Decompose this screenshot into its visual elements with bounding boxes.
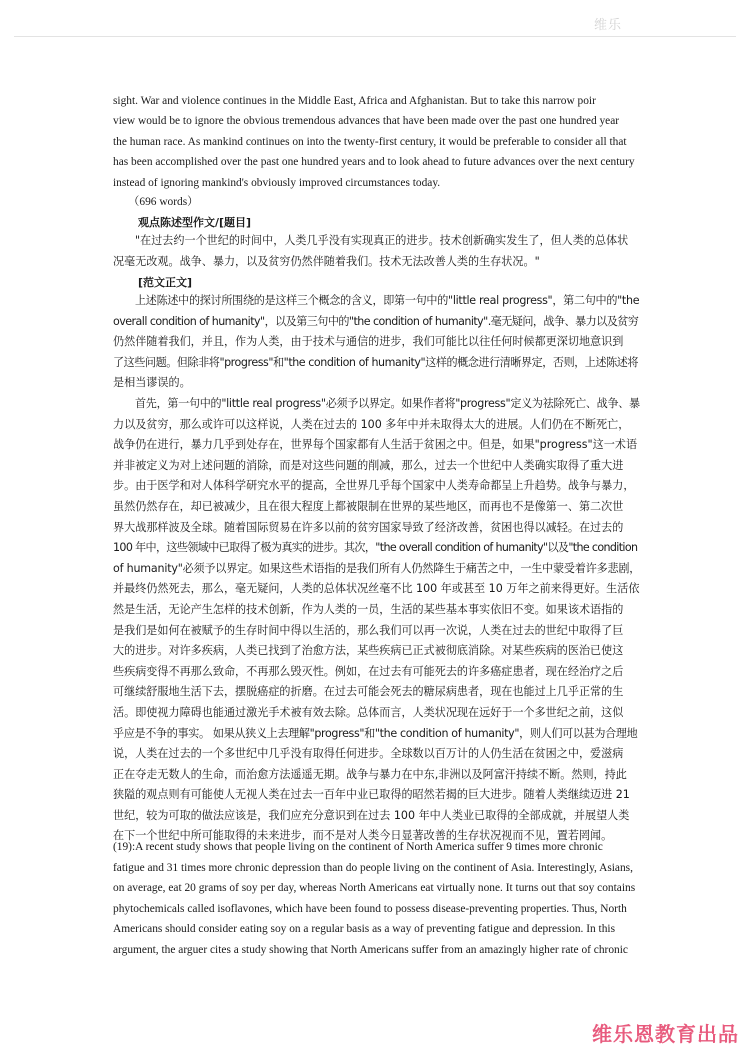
- text-line: 是相当谬误的。: [113, 376, 191, 390]
- topic-text: [113, 231, 640, 272]
- header-logo-mark: 维乐: [594, 18, 623, 33]
- text-line: 在下一个世纪中所可能取得的未来进步，而不是对人类今日显著改善的生存状况视而不见，置若罔闻。: [113, 829, 613, 843]
- paragraph-1: [113, 291, 640, 394]
- text-line: 可继续舒服地生活下去，摆脱癌症的折磨。在过去可能会死去的糖尿病患者，现在也能过上几乎正常的生: [113, 685, 624, 699]
- text-line: phytochemicals called isoflavones, which have been found to possess disease-preventing properties. Thus, North: [113, 902, 627, 915]
- text-line: Americans should consider eating soy on a regular basis as a way of preventing fatigue and depression. In this: [113, 923, 615, 936]
- text-line: overall condition of humanity"，以及第三句中的"the condition of humanity".毫无疑问，战争、暴力以及贫穷: [113, 314, 639, 328]
- publisher-watermark: 维乐恩教育出品: [592, 1022, 739, 1046]
- text-line: 虽然仍然存在，却已被减少，且在很大程度上都被限制在世界的某些地区，而再也不是像第一、第二次世: [113, 499, 624, 513]
- text-line: 正在夺走无数人的生命，而治愈方法遥遥无期。战争与暴力在中东,非洲以及阿富汗持续不断。然则，持此: [113, 767, 627, 781]
- text-line: 首先，第一句中的"little real progress"必须予以界定。如果作者将"progress"定义为祛除死亡、战争、暴: [135, 397, 640, 410]
- text-line: 况毫无改观。战争、暴力，以及贫穷仍然伴随着我们。技术无法改善人类的生存状况。": [113, 254, 540, 268]
- header-divider: [14, 36, 736, 37]
- text-line: view would be to ignore the obvious tremendous advances that have been made over the past one hundred year: [113, 115, 620, 128]
- text-line: 步。由于医学和对人体科学研究水平的提高，全世界几乎每个国家中人类寿命都呈上升趋势。战争与暴力，: [113, 479, 635, 493]
- text-line: 上述陈述中的探讨所围绕的是这样三个概念的含义，即第一句中的"little real progress"，第二句中的"the: [135, 294, 640, 307]
- text-line: 100 年中，这些领域中已取得了极为真实的进步。其次，"the overall condition of humanity"以及"the condition: [113, 541, 638, 555]
- paragraph-2: [113, 394, 640, 847]
- text-line: (19):A recent study shows that people living on the continent of North America suffer 9 times more chronic: [113, 841, 603, 853]
- text-line: 世纪，较为可取的做法应该是，我们应充分意识到在过去 100 年中人类业已取得的全部成就，并展望人类: [113, 808, 630, 822]
- text-line: 些疾病变得不再那么致命，不再那么毁灭性。例如，在过去有可能死去的许多癌症患者，现在经治疗之后: [113, 664, 624, 678]
- text-line: argument, the arguer cites a study showing that North Americans suffer from an amazingly higher rate of chronic: [113, 943, 628, 956]
- text-line: 仍然伴随着我们，并且，作为人类，由于技术与通信的进步，我们可能比以往任何时候都更深切地意识到: [113, 335, 624, 349]
- word-count: （696 words）: [128, 196, 199, 208]
- text-line: 是我们是如何在被赋予的生存时间中得以生活的，那么我们可以再一次说，人类在过去的世纪中取得了巨: [113, 623, 624, 637]
- text-line: 说，人类在过去的一个多世纪中几乎没有取得任何进步。全球数以百万计的人仍生活在贫困之中，爱滋病: [113, 747, 624, 761]
- text-line: 界大战那样波及全球。随着国际贸易在许多以前的贫穷国家导致了经济改善，贫困也得以减轻。在过去的: [113, 520, 624, 534]
- text-line: on average, eat 20 grams of soy per day, whereas North Americans eat virtually none. It turns out that soy contains: [113, 882, 636, 895]
- text-line: fatigue and 31 times more chronic depression than do people living on the continent of Asia. Interestingly, Asians,: [113, 861, 633, 874]
- text-line: 力以及贫穷，那么或许可以这样说，人类在过去的 100 多年中并未取得太大的进展。人们仍在不断死亡，: [113, 417, 630, 431]
- text-line: 活。即使视力障碍也能通过激光手术被有效去除。总体而言，人类状况现在远好于一个多世纪之前，这似: [113, 705, 624, 719]
- text-line: 狭隘的观点则有可能使人无视人类在过去一百年中业已取得的昭然若揭的巨大进步。随着人类继续迈进 21: [113, 788, 630, 802]
- text-line: has been accomplished over the past one hundred years and to look ahead to future advances over the next century: [113, 156, 635, 169]
- text-line: 战争仍在进行，暴力几乎到处存在，世界每个国家都有人生活于贫困之中。但是，如果"progress"这一术语: [113, 438, 638, 452]
- text-line: 并非被定义为对上述问题的消除，而是对这些问题的削减，那么，过去一个世纪中人类确实取得了重大进: [113, 458, 624, 472]
- text-line: of humanity"必须予以界定。如果这些术语指的是我们所有人仍然降生于痛苦之中，一生中蒙受着许多悲剧，: [113, 561, 641, 575]
- text-line: the human race. As mankind continues on into the twenty-first century, it would be preferable to consider all that: [113, 135, 627, 148]
- text-line: sight. War and violence continues in the Middle East, Africa and Afghanistan. But to take this narrow poir: [113, 95, 596, 107]
- topic-label: 观点陈述型作文/[题目]: [138, 216, 252, 229]
- sample-label: [范文正文]: [138, 276, 193, 289]
- text-line: 乎应是不争的事实。 如果从狭义上去理解"progress"和"the condition of humanity"，则人们可以甚为合理地: [113, 726, 638, 740]
- text-line: 并最终仍然死去，那么，毫无疑问，人类的总体状况丝毫不比 100 年或甚至 10 万年之前来得更好。生活依: [113, 582, 640, 596]
- paragraph-3: [113, 837, 640, 961]
- top-paragraph: [113, 91, 640, 193]
- text-line: 然是生活，无论产生怎样的技术创新，作为人类的一员，生活的某些基本事实依旧不变。如果该术语指的: [113, 602, 624, 616]
- text-line: 了这些问题。但除非将"progress"和"the condition of humanity"这样的概念进行清晰界定，否则，上述陈述将: [113, 355, 639, 369]
- text-line: "在过去约一个世纪的时间中，人类几乎没有实现真正的进步。技术创新确实发生了，但人类的总体状: [135, 234, 629, 247]
- text-line: instead of ignoring mankind's obviously improved circumstances today.: [113, 176, 441, 189]
- text-line: 大的进步。对许多疾病，人类已找到了治愈方法，某些疾病已正式被彻底消除。对某些疾病的医治已使这: [113, 644, 624, 658]
